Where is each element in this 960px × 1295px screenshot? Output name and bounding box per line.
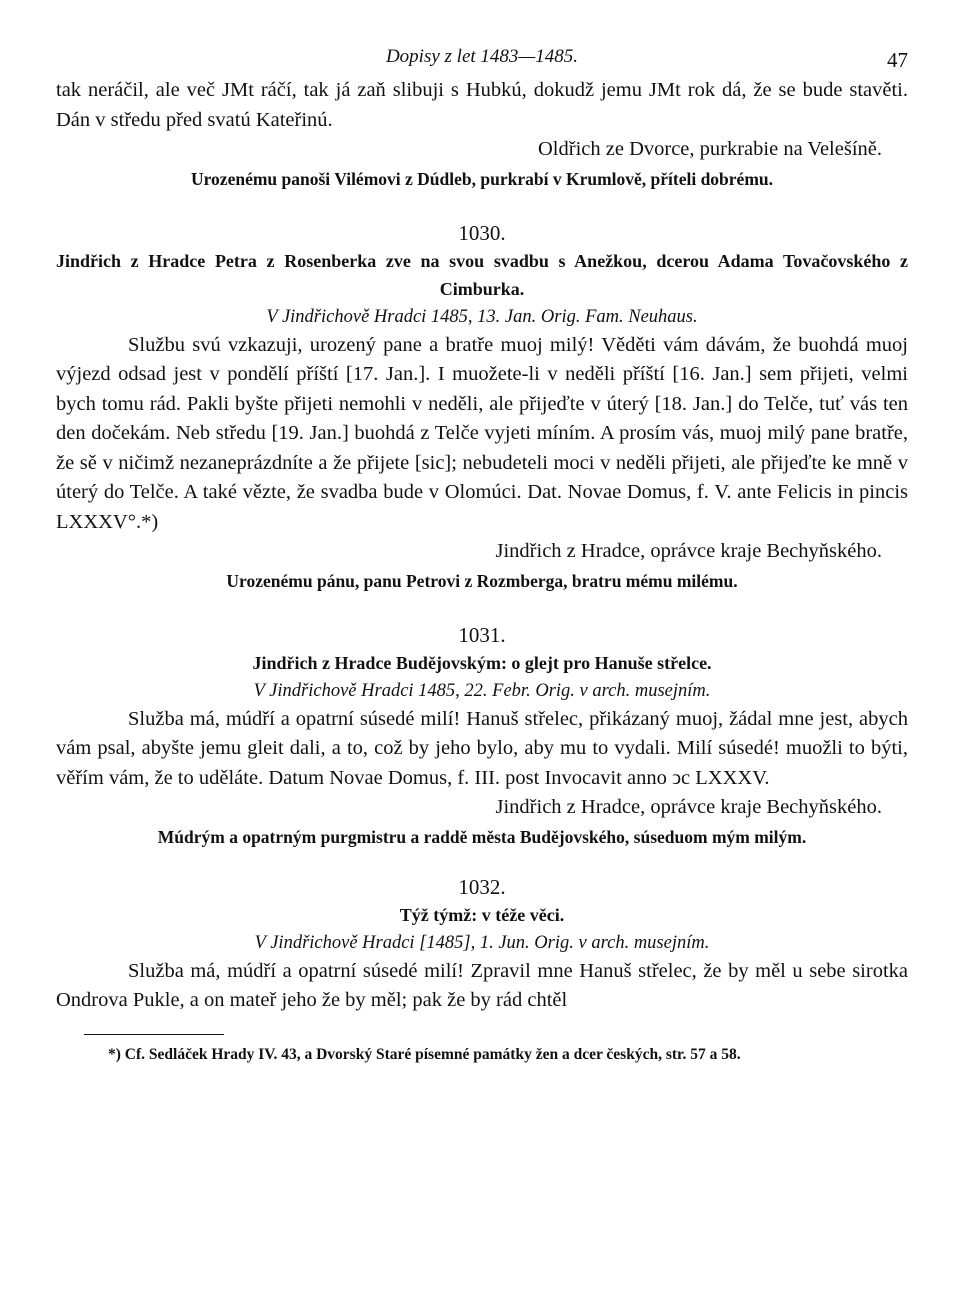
page-header xyxy=(56,40,908,76)
letter-number: 1032. xyxy=(458,874,506,899)
letter-address: Urozenému pánu, panu Petrovi z Rozmberga, bratru mému milému. xyxy=(226,570,738,591)
running-head: Dopisy z let 1483—1485. xyxy=(385,46,579,67)
letter-source: V Jindřichově Hradci 1485, 22. Febr. Orig. v arch. musejním. xyxy=(253,680,711,701)
letter-summary: Týž týmž: v téže věci. xyxy=(399,904,565,925)
letter-address: Múdrým a opatrným purgmistru a raddě města Budějovského, súseduom mým milým. xyxy=(157,826,807,847)
letter-source: V Jindřichově Hradci [1485], 1. Jun. Orig. v arch. musejním. xyxy=(254,932,710,953)
book-page xyxy=(56,40,908,1067)
letter-text: Služba má, múdří a opatrní súsedé milí! Hanuš střelec, přikázaný muoj, žádal mne jest, abych vám psal, abyšte jemu gleit dali, a to, což by jeho bylo, aby mu to vydali. Milí súsedé! muožli to býti, věřím vám, že to uděláte. Datum Novae Domus, f. III. post Invocavit anno ↄc LXXXV. xyxy=(56,707,908,789)
footnote-rule xyxy=(84,1034,224,1035)
letter-signature: Jindřich z Hradce, oprávce kraje Bechyňského. xyxy=(495,796,882,818)
letter-number: 1031. xyxy=(458,622,506,647)
letter-number: 1030. xyxy=(458,220,506,245)
letter-summary: Jindřich z Hradce Budějovským: o glejt pro Hanuše střelce. xyxy=(252,652,712,673)
letter-signature: Jindřich z Hradce, oprávce kraje Bechyňského. xyxy=(495,540,882,562)
footnote: *) Cf. Sedláček Hrady IV. 43, a Dvorský Staré písemné památky žen a dcer českých, str. 57 a 58. xyxy=(108,1045,741,1063)
letter-text: Služba má, múdří a opatrní súsedé milí! Zpravil mne Hanuš střelec, že by měl u sebe sirotka Ondrova Pukle, a on mateř jeho že by měl; pak že by rád chtěl xyxy=(56,959,908,1011)
letter-source: V Jindřichově Hradci 1485, 13. Jan. Orig. Fam. Neuhaus. xyxy=(266,306,698,327)
letter-signature: Oldřich ze Dvorce, purkrabie na Velešíně. xyxy=(538,138,882,160)
letter-summary: Jindřich z Hradce Petra z Rosenberka zve na svou svadbu s Anežkou, dcerou Adama Tovačovského z Cimburka. xyxy=(56,250,908,299)
letter-text: Službu svú vzkazuji, urozený pane a bratře muoj milý! Věděti vám dávám, že buohdá muoj výjezd odsad jest v pondělí příští [17. Jan.]. I muožete-li v neděli příští [16. Jan.] sem přijeti, velmi bych tomu rád. Pakli byšte přijeti nemohli v neděli, ale přijeďte v úterý [18. Jan.] do Telče, tuť vás ten den dočekám. Neb středu [19. Jan.] buohdá z Telče vyjeti míním. A prosím vás, muoj milý pane bratře, že sě v ničimž nezaneprázdníte a že přijete [sic]; nebudeteli moci v neděli přijeti, ale přijeďte ke mně v úterý do Telče. A také vězte, že svadba bude v Olomúci. Dat. Novae Domus, f. V. ante Felicis in pincis LXXXV°.*) xyxy=(56,333,908,533)
letter-text: tak neráčil, ale več JMt ráčí, tak já zaň slibuji s Hubkú, dokudž jemu JMt rok dá, že se bude stavěti. Dán v středu před svatú Kateřinú. xyxy=(56,79,908,131)
page-number: 47 xyxy=(887,48,908,72)
letter-address: Urozenému panoši Vilémovi z Dúdleb, purkrabí v Krumlově, příteli dobrému. xyxy=(190,168,774,189)
